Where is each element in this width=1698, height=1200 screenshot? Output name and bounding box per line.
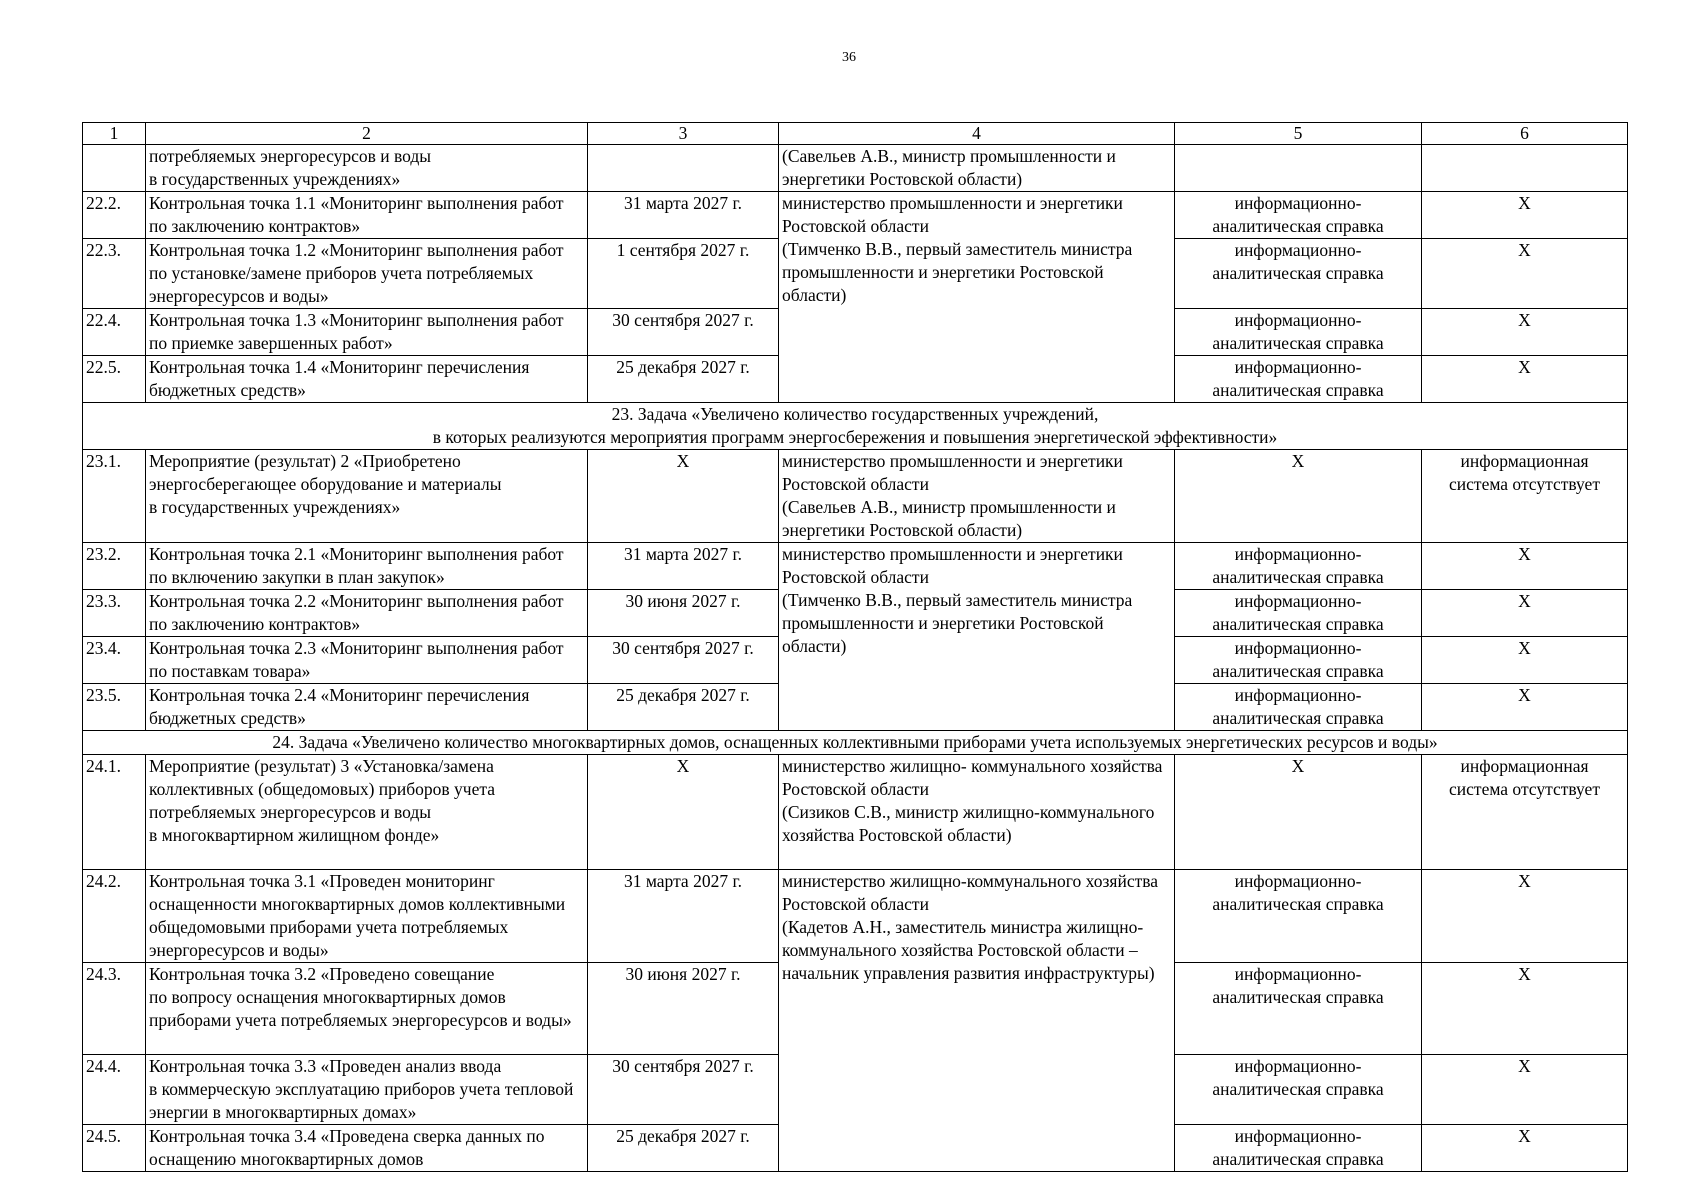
document-type: информационно- аналитическая справка xyxy=(1175,637,1422,684)
table-row xyxy=(83,870,1628,963)
responsible: министерство промышленности и энергетики Ростовской области (Тимченко В.В., первый заместитель министра промышленности и энергетики Ростовской области) xyxy=(779,543,1175,731)
document-type: информационно- аналитическая справка xyxy=(1175,239,1422,309)
table-row xyxy=(83,543,1628,590)
activity-name: потребляемых энергоресурсов и воды в государственных учреждениях» xyxy=(146,145,588,192)
document-type: информационно- аналитическая справка xyxy=(1175,356,1422,403)
info-system: X xyxy=(1422,309,1628,356)
document-type: информационно- аналитическая справка xyxy=(1175,684,1422,731)
header-cell: 6 xyxy=(1422,123,1628,145)
info-system: X xyxy=(1422,870,1628,963)
table-row xyxy=(83,145,1628,192)
info-system: информационная система отсутствует xyxy=(1422,450,1628,543)
activity-name: Контрольная точка 3.1 «Проведен мониторинг оснащенности многоквартирных домов коллективными общедомовыми приборами учета потребляемых энергоресурсов и воды» xyxy=(146,870,588,963)
task-heading-row xyxy=(83,731,1628,755)
document-type: X xyxy=(1175,450,1422,543)
responsible: министерство промышленности и энергетики Ростовской области (Савельев А.В., министр промышленности и энергетики Ростовской области) xyxy=(779,450,1175,543)
header-cell: 4 xyxy=(779,123,1175,145)
info-system: X xyxy=(1422,963,1628,1055)
due-date: 25 декабря 2027 г. xyxy=(588,684,779,731)
info-system: X xyxy=(1422,192,1628,239)
row-number: 24.3. xyxy=(83,963,146,1055)
activity-name: Контрольная точка 3.4 «Проведена сверка данных по оснащению многоквартирных домов xyxy=(146,1125,588,1172)
row-number: 23.4. xyxy=(83,637,146,684)
due-date: X xyxy=(588,450,779,543)
task-heading: 24. Задача «Увеличено количество многоквартирных домов, оснащенных коллективными приборами учета используемых энергетических ресурсов и воды» xyxy=(83,731,1628,755)
row-number: 24.5. xyxy=(83,1125,146,1172)
activity-name: Контрольная точка 2.4 «Мониторинг перечисления бюджетных средств» xyxy=(146,684,588,731)
plan-table xyxy=(82,122,1628,1172)
task-heading: 23. Задача «Увеличено количество государственных учреждений, в которых реализуются мероприятия программ энергосбережения и повышения энергетической эффективности» xyxy=(83,403,1628,450)
activity-name: Контрольная точка 1.4 «Мониторинг перечисления бюджетных средств» xyxy=(146,356,588,403)
info-system: X xyxy=(1422,239,1628,309)
document-type: информационно- аналитическая справка xyxy=(1175,543,1422,590)
document-type: информационно- аналитическая справка xyxy=(1175,309,1422,356)
row-number: 22.4. xyxy=(83,309,146,356)
info-system: X xyxy=(1422,684,1628,731)
info-system: X xyxy=(1422,543,1628,590)
info-system: X xyxy=(1422,590,1628,637)
header-row xyxy=(83,123,1628,145)
responsible: министерство промышленности и энергетики Ростовской области (Тимченко В.В., первый заместитель министра промышленности и энергетики Ростовской области) xyxy=(779,192,1175,403)
table-row xyxy=(83,192,1628,239)
due-date: 31 марта 2027 г. xyxy=(588,543,779,590)
due-date: 31 марта 2027 г. xyxy=(588,192,779,239)
activity-name: Контрольная точка 3.3 «Проведен анализ ввода в коммерческую эксплуатацию приборов учета тепловой энергии в многоквартирных домах» xyxy=(146,1055,588,1125)
document-type: X xyxy=(1175,755,1422,870)
info-system: информационная система отсутствует xyxy=(1422,755,1628,870)
header-cell: 1 xyxy=(83,123,146,145)
row-number: 22.5. xyxy=(83,356,146,403)
activity-name: Контрольная точка 2.2 «Мониторинг выполнения работ по заключению контрактов» xyxy=(146,590,588,637)
row-number: 23.5. xyxy=(83,684,146,731)
activity-name: Контрольная точка 3.2 «Проведено совещание по вопросу оснащения многоквартирных домов приборами учета потребляемых энергоресурсов и воды» xyxy=(146,963,588,1055)
due-date: 30 июня 2027 г. xyxy=(588,590,779,637)
info-system: X xyxy=(1422,356,1628,403)
activity-name: Контрольная точка 1.3 «Мониторинг выполнения работ по приемке завершенных работ» xyxy=(146,309,588,356)
table-row xyxy=(83,450,1628,543)
row-number: 22.3. xyxy=(83,239,146,309)
table-row xyxy=(83,755,1628,870)
row-number: 24.2. xyxy=(83,870,146,963)
task-heading-row xyxy=(83,403,1628,450)
activity-name: Контрольная точка 1.2 «Мониторинг выполнения работ по установке/замене приборов учета потребляемых энергоресурсов и воды» xyxy=(146,239,588,309)
header-cell: 3 xyxy=(588,123,779,145)
row-number: 24.4. xyxy=(83,1055,146,1125)
responsible: министерство жилищно-коммунального хозяйства Ростовской области (Кадетов А.Н., заместитель министра жилищно-коммунального хозяйства Ростовской области – начальник управления развития инфраструктуры) xyxy=(779,870,1175,1172)
responsible: министерство жилищно- коммунального хозяйства Ростовской области (Сизиков С.В., министр жилищно-коммунального хозяйства Ростовской области) xyxy=(779,755,1175,870)
document-type: информационно- аналитическая справка xyxy=(1175,590,1422,637)
due-date: 25 декабря 2027 г. xyxy=(588,1125,779,1172)
document-type: информационно- аналитическая справка xyxy=(1175,963,1422,1055)
due-date: 30 июня 2027 г. xyxy=(588,963,779,1055)
document-type: информационно- аналитическая справка xyxy=(1175,192,1422,239)
row-number: 23.2. xyxy=(83,543,146,590)
due-date: 30 сентября 2027 г. xyxy=(588,637,779,684)
info-system: X xyxy=(1422,1055,1628,1125)
due-date: 25 декабря 2027 г. xyxy=(588,356,779,403)
due-date: 30 сентября 2027 г. xyxy=(588,1055,779,1125)
document-type: информационно- аналитическая справка xyxy=(1175,1055,1422,1125)
info-system: X xyxy=(1422,637,1628,684)
header-cell: 5 xyxy=(1175,123,1422,145)
activity-name: Мероприятие (результат) 2 «Приобретено энергосберегающее оборудование и материалы в государственных учреждениях» xyxy=(146,450,588,543)
page-number: 36 xyxy=(842,50,856,65)
row-number: 24.1. xyxy=(83,755,146,870)
row-number: 23.3. xyxy=(83,590,146,637)
row-number: 22.2. xyxy=(83,192,146,239)
due-date: 1 сентября 2027 г. xyxy=(588,239,779,309)
activity-name: Контрольная точка 2.3 «Мониторинг выполнения работ по поставкам товара» xyxy=(146,637,588,684)
activity-name: Мероприятие (результат) 3 «Установка/замена коллективных (общедомовых) приборов учета потребляемых энергоресурсов и воды в многоквартирном жилищном фонде» xyxy=(146,755,588,870)
due-date: 31 марта 2027 г. xyxy=(588,870,779,963)
info-system: X xyxy=(1422,1125,1628,1172)
activity-name: Контрольная точка 1.1 «Мониторинг выполнения работ по заключению контрактов» xyxy=(146,192,588,239)
responsible: (Савельев А.В., министр промышленности и энергетики Ростовской области) xyxy=(779,145,1175,192)
header-cell: 2 xyxy=(146,123,588,145)
row-number: 23.1. xyxy=(83,450,146,543)
activity-name: Контрольная точка 2.1 «Мониторинг выполнения работ по включению закупки в план закупок» xyxy=(146,543,588,590)
due-date: 30 сентября 2027 г. xyxy=(588,309,779,356)
document-type: информационно- аналитическая справка xyxy=(1175,870,1422,963)
due-date: X xyxy=(588,755,779,870)
document-type: информационно- аналитическая справка xyxy=(1175,1125,1422,1172)
